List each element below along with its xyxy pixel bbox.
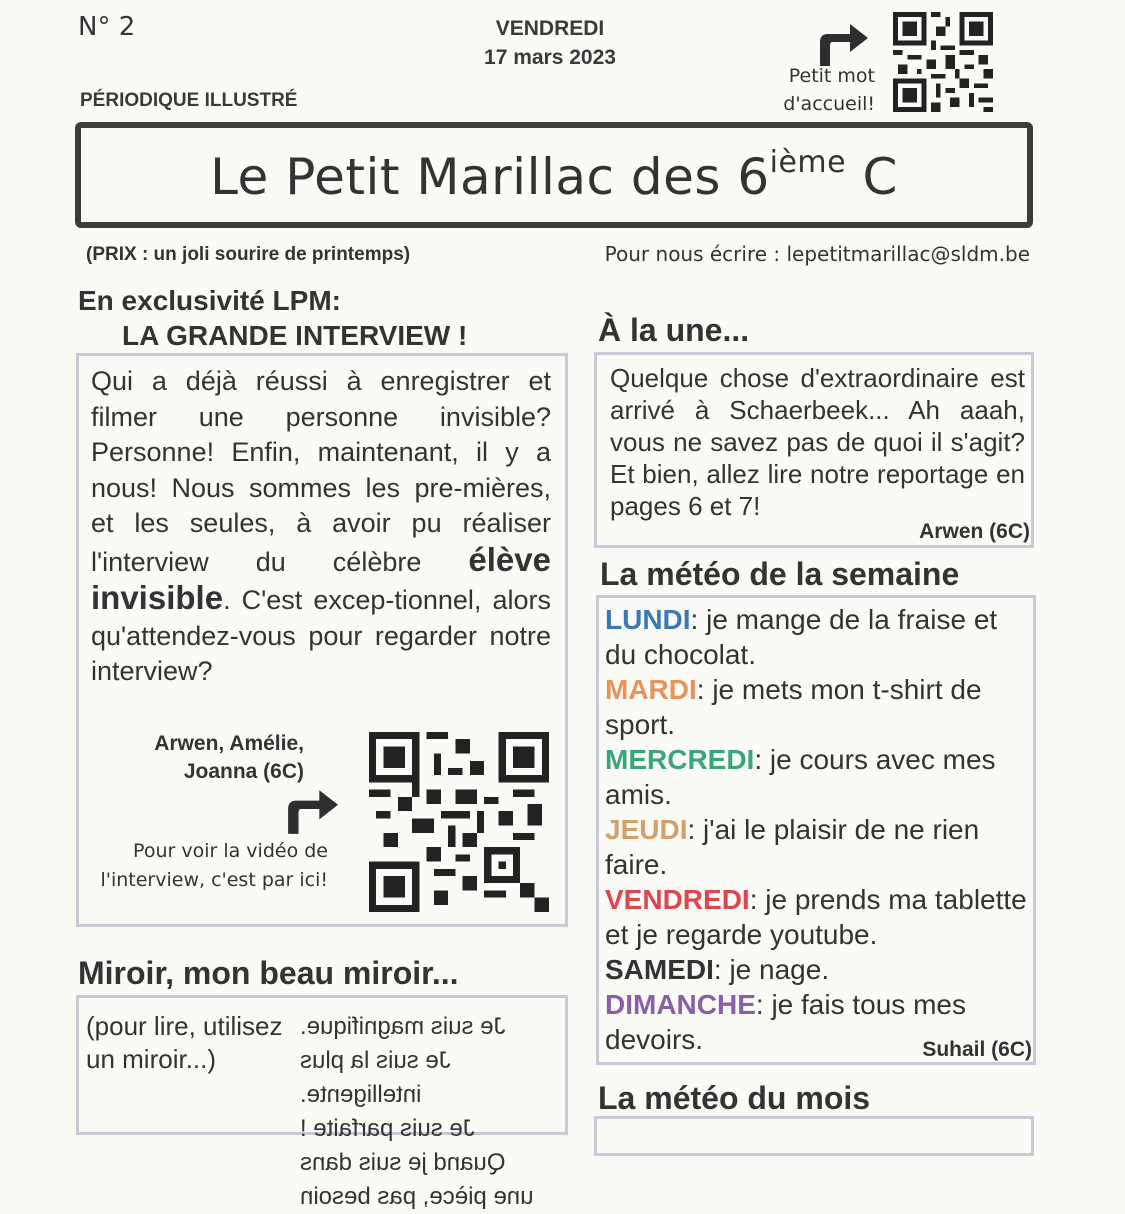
meteo-day-label: SAMEDI — [605, 954, 714, 985]
list-item: MERCREDI: je cours avec mes amis. — [605, 744, 996, 810]
list-item: MARDI: je mets mon t-shirt de sport. — [605, 674, 982, 740]
meteo-day-label: MERCREDI — [605, 744, 755, 775]
list-item: SAMEDI: je nage. — [605, 954, 830, 985]
interview-heading: LA GRANDE INTERVIEW ! — [122, 320, 468, 351]
meteo-day-label: DIMANCHE — [605, 989, 756, 1020]
mois-heading: La météo du mois — [598, 1080, 871, 1116]
une-heading: À la une... — [598, 312, 750, 348]
meteo-day-label: VENDREDI — [605, 884, 750, 915]
meteo-signature: Suhail (6C) — [922, 1038, 1032, 1061]
miroir-heading: Miroir, mon beau miroir... — [78, 955, 459, 991]
issue-day: VENDREDI — [495, 17, 605, 40]
interview-kicker: En exclusivité LPM: — [78, 285, 341, 316]
video-caption: Pour voir la vidéo de l'interview, c'est par ici! — [100, 840, 328, 891]
meteo-heading: La météo de la semaine — [600, 556, 960, 592]
meteo-day-label: JEUDI — [605, 814, 688, 845]
list-item: DIMANCHE: je fais tous mes devoirs. — [605, 989, 966, 1055]
meteo-list — [605, 602, 1030, 1057]
mois-box — [594, 1116, 1034, 1156]
interview-authors: Arwen, Amélie, Joanna (6C) — [154, 732, 304, 783]
mirrored-text: Je suis magnifique. Je suis la plus intelligente. Je suis parfaite ! Quand je suis dans une pièce, pas besoin — [300, 1013, 534, 1210]
masthead-title: Le Petit Marillac des 6ième C — [210, 144, 898, 206]
contact-line: Pour nous écrire : lepetitmarillac@sldm.be — [604, 242, 1030, 266]
issue-date-value: 17 mars 2023 — [484, 46, 616, 69]
welcome-caption: Petit mot d'accueil! — [783, 65, 875, 115]
meteo-day-label: LUNDI — [605, 604, 691, 635]
issue-date — [440, 14, 660, 72]
arrow-right-icon — [278, 784, 344, 836]
interview-body: Qui a déjà réussi à enregistrer et filmer une personne invisible? Personne! Enfin, maintenant, il y a nous! Nous sommes les pre-mières, et les seules, à avoir pu réaliser l'interview du célèbre élève invisible. C'est excep-tionnel, alors qu'attendez-vous pour regarder notre interview? — [91, 366, 551, 686]
qr-code-interview-icon[interactable] — [366, 732, 552, 912]
masthead-title-box — [75, 122, 1033, 228]
issue-number: N° 2 — [78, 12, 136, 42]
qr-code-welcome-icon[interactable] — [888, 12, 998, 112]
list-item: JEUDI: j'ai le plaisir de ne rien faire. — [605, 814, 980, 880]
une-signature: Arwen (6C) — [919, 520, 1030, 543]
invisible-student-highlight: élève invisible — [91, 540, 551, 616]
price-line: (PRIX : un joli sourire de printemps) — [86, 244, 411, 265]
une-body: Quelque chose d'extraordinaire est arrivé à Schaerbeek... Ah aaah, vous ne savez pas de quoi il s'agit? Et bien, allez lire notre reportage en pages 6 et 7! — [610, 363, 1025, 521]
list-item: LUNDI: je mange de la fraise et du chocolat. — [605, 604, 998, 670]
miroir-note: (pour lire, utilisez un miroir...) — [86, 1011, 283, 1074]
periodical-label: PÉRIODIQUE ILLUSTRÉ — [80, 90, 298, 111]
list-item: VENDREDI: je prends ma tablette et je regarde youtube. — [605, 884, 1027, 950]
arrow-right-icon — [812, 18, 872, 68]
meteo-day-label: MARDI — [605, 674, 697, 705]
